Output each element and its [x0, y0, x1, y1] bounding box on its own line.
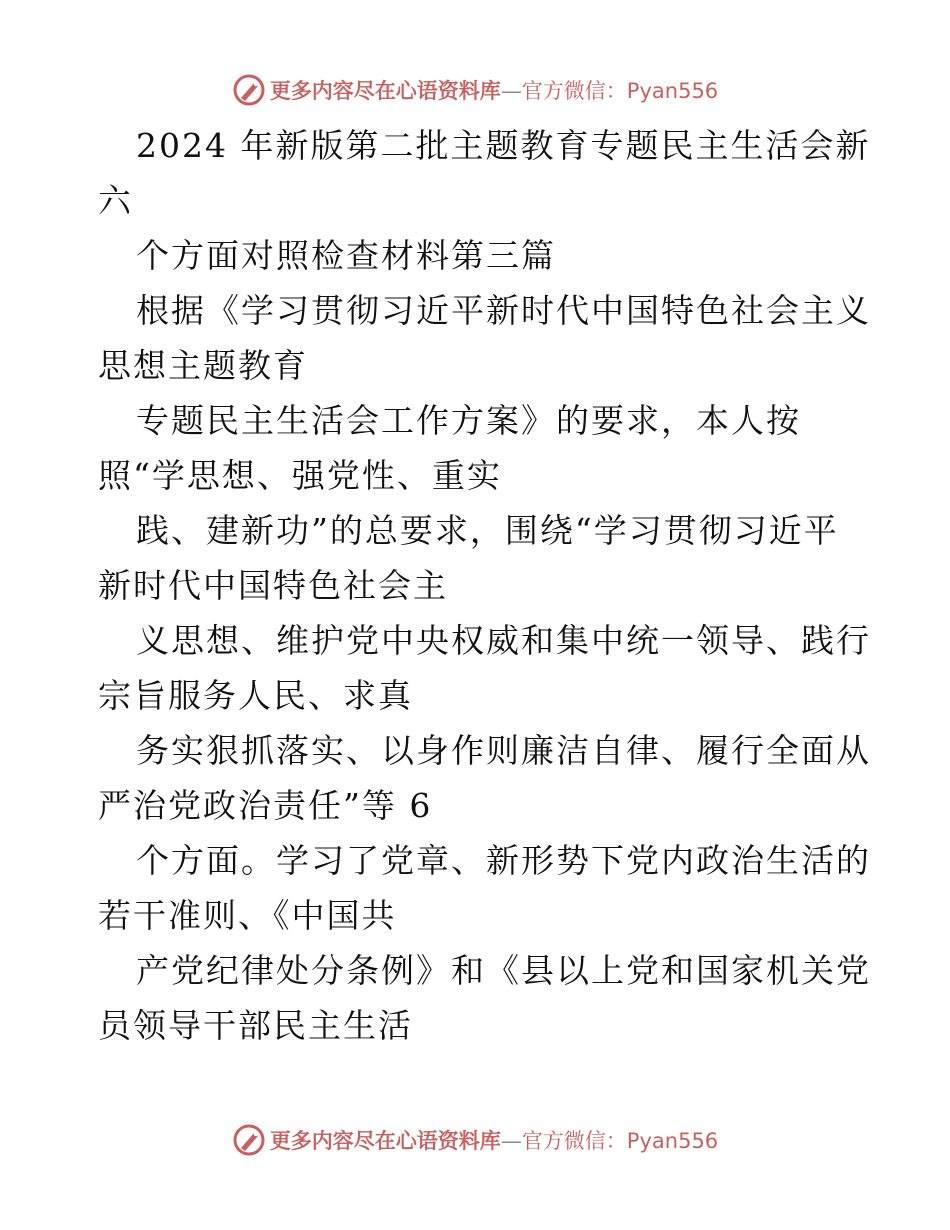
footer-banner: [0, 1120, 950, 1160]
paragraph-line: 六: [98, 181, 133, 220]
paragraph-line: 专题民主生活会工作方案》的要求，本人按: [136, 401, 801, 440]
header-banner: [0, 70, 950, 110]
footer-wechat: 官方微信：Pyan556: [521, 1129, 719, 1153]
paragraph-line: 2024 年新版第二批主题教育专题民主生活会新: [136, 126, 871, 165]
paragraph-line: 新时代中国特色社会主: [98, 566, 448, 605]
paragraph-line: 若干准则、《中国共: [98, 896, 397, 935]
pen-circle-logo-icon: [232, 1123, 266, 1157]
document-body: [98, 118, 871, 1053]
paragraph-line: 宗旨服务人民、求真: [98, 676, 413, 715]
header-brand: 更多内容尽在心语资料库: [269, 79, 501, 103]
paragraph-line: 义思想、维护党中央权威和集中统一领导、践行: [136, 621, 871, 660]
paragraph-line: 个方面。学习了党章、新形势下党内政治生活的: [136, 841, 871, 880]
paragraph-line: 践、建新功”的总要求，围绕“学习贯彻习近平: [136, 511, 839, 550]
paragraph-line: 根据《学习贯彻习近平新时代中国特色社会主义: [136, 291, 871, 330]
paragraph-line: 务实狠抓落实、以身作则廉洁自律、履行全面从: [136, 731, 871, 770]
paragraph-line: 严治党政治责任”等 6: [98, 786, 433, 825]
header-wechat: 官方微信：Pyan556: [521, 79, 719, 103]
header-separator: —: [500, 79, 522, 103]
paragraph-line: 个方面对照检查材料第三篇: [136, 236, 556, 275]
paragraph-line: 照“学思想、强党性、重实: [98, 456, 502, 495]
pen-circle-logo-icon: [232, 73, 266, 107]
paragraph-line: 员领导干部民主生活: [98, 1006, 413, 1045]
paragraph-line: 产党纪律处分条例》和《县以上党和国家机关党: [136, 951, 871, 990]
header-banner-text: [270, 75, 718, 105]
paragraph-line: 思想主题教育: [98, 346, 308, 385]
footer-banner-text: [270, 1125, 718, 1155]
footer-brand: 更多内容尽在心语资料库: [269, 1129, 501, 1153]
footer-separator: —: [500, 1129, 522, 1153]
